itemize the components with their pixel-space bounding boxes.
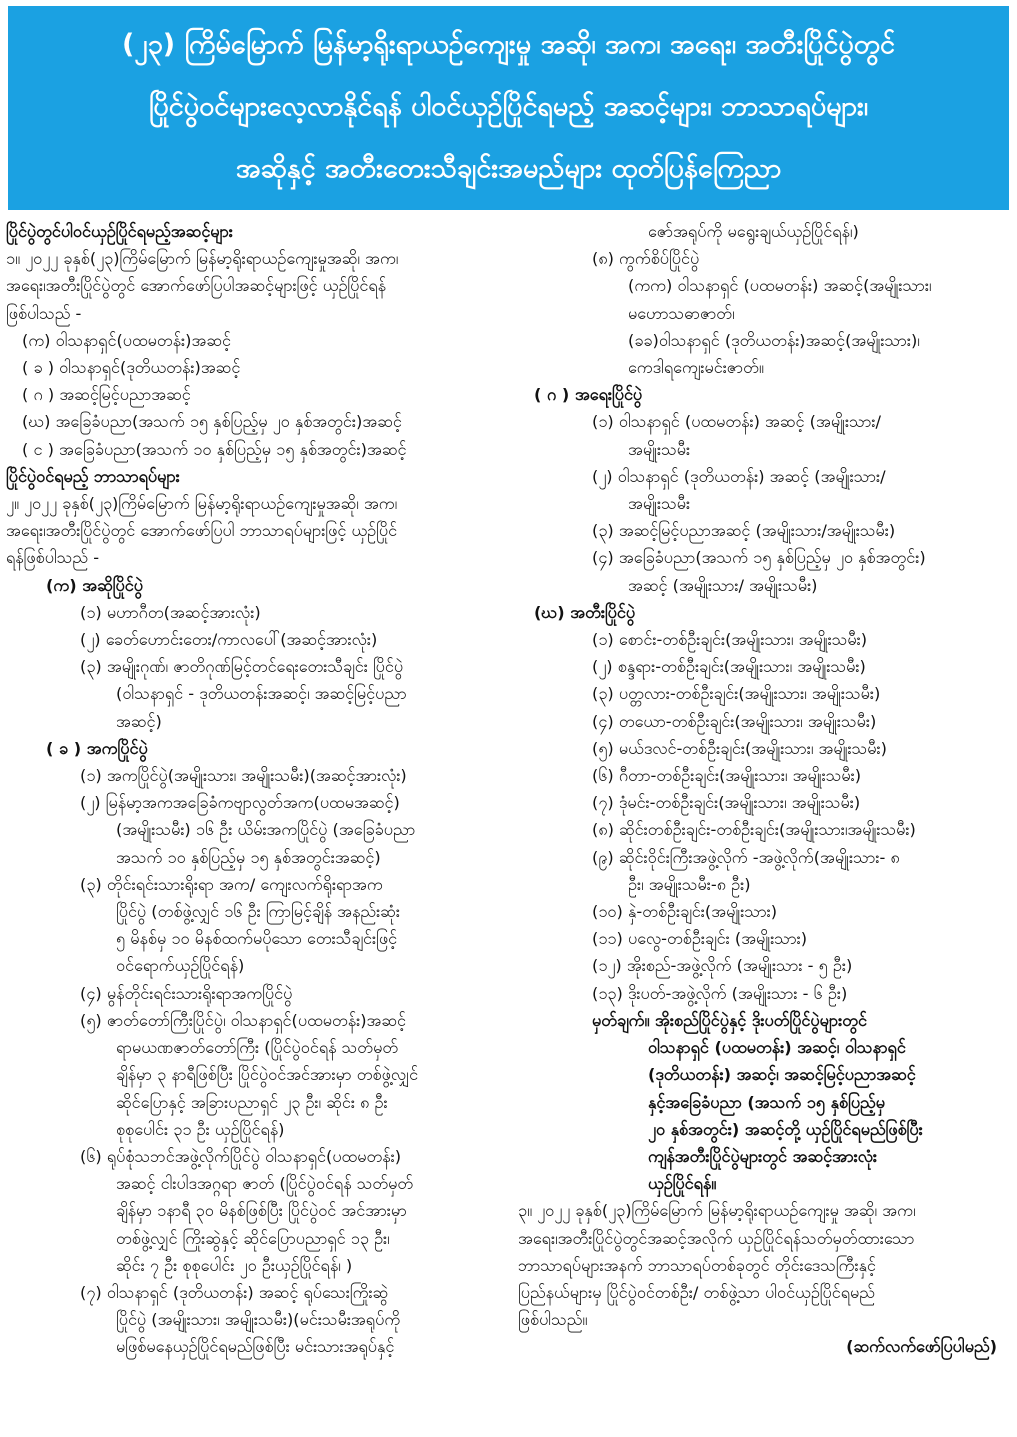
right-text-line: (၂) ဝါသနာရှင် (ဒုတိယတန်း) အဆင့် (အမျိုးသား/ — [592, 466, 886, 486]
left-text-line: ဖြစ်ပါသည် - — [6, 303, 82, 323]
left-text-line: ပြိုင်ပွဲ (တစ်ဖွဲ့လျှင် ၁၆ ဦး ကြာမြင့်ချိန် အနည်းဆုံး — [116, 902, 400, 922]
banner-line-3: အဆိုနှင့် အတီးတေးသီချင်းအမည်များ ထုတ်ပြန်ကြေညာ — [235, 153, 782, 184]
left-text-line: ချိန်မှာ ၁နာရီ ၃၀ မိနစ်ဖြစ်ပြီး ပြိုင်ပွဲဝင် အင်အားမှာ — [116, 1201, 407, 1221]
right-text-line: (၅) မယ်ဒလင်-တစ်ဦးချင်း(အမျိုးသား၊ အမျိုးသမီး) — [592, 738, 887, 758]
right-text-line: အရေး၊အတီးပြိုင်ပွဲတွင်အဆင့်အလိုက် ယှဉ်ပြိုင်ရန်သတ်မှတ်ထားသော — [518, 1228, 915, 1248]
article-body — [6, 218, 1011, 1430]
left-text-line: ရာမယဏဇာတ်တော်ကြီး (ပြိုင်ပွဲဝင်ရန် သတ်မှတ် — [116, 1038, 399, 1058]
left-text-line: (၄) မွန်တိုင်းရင်းသားရိုးရာအကပြိုင်ပွဲ — [80, 983, 293, 1003]
right-text-line: (ဒုတိယတန်း) အဆင့်၊ အဆင့်မြင့်ပညာအဆင့် — [648, 1065, 916, 1085]
left-text-line: ၂။ ၂၀၂၂ ခုနှစ်(၂၃)ကြိမ်မြောက် မြန်မာ့ရိုးရာယဉ်ကျေးမှုအဆို၊ အက၊ — [6, 494, 398, 514]
right-text-line: ယှဉ်ပြိုင်ရန်။ — [648, 1174, 717, 1194]
right-text-line: (၁၁) ပလွေ-တစ်ဦးချင်း (အမျိုးသား) — [592, 929, 808, 949]
left-text-line: (၁) အကပြိုင်ပွဲ(အမျိုးသား၊ အမျိုးသမီး)(အဆင့်အားလုံး) — [80, 766, 407, 786]
right-text-line: မှတ်ချက်။ အိုးစည်ပြိုင်ပွဲနှင့် ဒိုးပတ်ပြိုင်ပွဲများတွင် — [592, 1010, 867, 1030]
left-text-line: အသက် ၁၀ နှစ်ပြည့်မှ ၁၅ နှစ်အတွင်းအဆင့်) — [116, 847, 381, 867]
left-text-line: ၁။ ၂၀၂၂ ခုနှစ်(၂၃)ကြိမ်မြောက် မြန်မာ့ရိုးရာယဉ်ကျေးမှုအဆို၊ အက၊ — [6, 249, 399, 269]
right-text-line: ကျန်အတီးပြိုင်ပွဲများတွင် အဆင့်အားလုံး — [648, 1146, 878, 1166]
left-text-line: ( ခ ) အကပြိုင်ပွဲ — [46, 738, 148, 758]
right-text-line: အမျိုးသမီး — [628, 494, 691, 514]
left-text-line: ( ဂ ) အဆင့်မြင့်ပညာအဆင့် — [22, 385, 191, 405]
left-text-line: စုစုပေါင်း ၃၁ ဦး ယှဉ်ပြိုင်ရန်) — [116, 1119, 285, 1139]
left-text-line: (ဝါသနာရှင် - ဒုတိယတန်းအဆင့်၊ အဆင့်မြင့်ပညာ — [116, 684, 407, 704]
left-text-line: အဆင့်) — [116, 711, 162, 731]
left-text-line: (၃) အမျိုးဂုဏ်၊ ဇာတိဂုဏ်မြင့်တင်ရေးတေးသီချင်း ပြိုင်ပွဲ — [80, 657, 404, 677]
left-text-line: (၁) မဟာဂီတ(အဆင့်အားလုံး) — [80, 602, 261, 622]
left-text-line: ဆိုင်း ၇ ဦး စုစုပေါင်း ၂၀ ဦးယှဉ်ပြိုင်ရန်၊ ) — [116, 1255, 353, 1275]
right-column — [518, 218, 1011, 1361]
right-text-line: (၄) အခြေခံပညာ(အသက် ၁၅ နှစ်ပြည့်မှ ၂၀ နှစ်အတွင်း) — [592, 548, 926, 568]
left-text-line: (က) အဆိုပြိုင်ပွဲ — [46, 575, 143, 595]
right-text-line: ၃။ ၂၀၂၂ ခုနှစ်(၂၃)ကြိမ်မြောက် မြန်မာ့ရိုးရာယဉ်ကျေးမှု အဆို၊ အက၊ — [518, 1201, 916, 1221]
right-text-line: ၂၀ နှစ်အတွင်း) အဆင့်တို့ ယှဉ်ပြိုင်ရမည်ဖြစ်ပြီး — [648, 1119, 923, 1139]
right-text-line: ကေဒါရကျေးမင်းဇာတ်။ — [628, 358, 764, 378]
right-text-line: (၆) ဂီတာ-တစ်ဦးချင်း(အမျိုးသား၊ အမျိုးသမီး) — [592, 766, 862, 786]
left-text-line: (၃) တိုင်းရင်းသားရိုးရာ အက/ ကျေးလက်ရိုးရာအက — [80, 874, 383, 894]
left-text-line: (အမျိုးသမီး) ၁၆ ဦး ယိမ်းအကပြိုင်ပွဲ (အခြေခံပညာ — [116, 820, 416, 840]
right-text-line: (၉) ဆိုင်းဝိုင်းကြီးအဖွဲ့လိုက် -အဖွဲ့လိုက်(အမျိုးသား- ၈ — [592, 847, 900, 867]
right-text-line: (ကက) ဝါသနာရှင် (ပထမတန်း) အဆင့်(အမျိုးသား၊ — [628, 276, 932, 296]
left-text-line: ဝင်ရောက်ယှဉ်ပြိုင်ရန်) — [116, 956, 245, 976]
left-text-line: ချိန်မှာ ၃ နာရီဖြစ်ပြီး ပြိုင်ပွဲဝင်အင်အားမှာ တစ်ဖွဲ့လျှင် — [116, 1065, 419, 1085]
left-text-line: ( ခ ) ဝါသနာရှင်(ဒုတိယတန်း)အဆင့် — [22, 358, 241, 378]
right-text-line: (၁၀) နှဲ-တစ်ဦးချင်း(အမျိုးသား) — [592, 902, 778, 922]
right-text-line: (၇) ဒုံမင်း-တစ်ဦးချင်း(အမျိုးသား၊ အမျိုးသမီး) — [592, 793, 861, 813]
right-text-line: (၃) အဆင့်မြင့်ပညာအဆင့် (အမျိုးသား/အမျိုးသမီး) — [592, 521, 896, 541]
left-text-line: (၂) ခေတ်ဟောင်းတေး/ကာလပေါ်(အဆင့်အားလုံး) — [80, 630, 378, 650]
right-text-line: (၁၂) အိုးစည်-အဖွဲ့လိုက် (အမျိုးသား - ၅ ဦး) — [592, 956, 853, 976]
left-text-line: အဆင့် ငါးပါဒအဂ္ဂရာ ဇာတ် (ပြိုင်ပွဲဝင်ရန် သတ်မှတ် — [116, 1174, 414, 1194]
right-text-line: (၁) ဝါသနာရှင် (ပထမတန်း) အဆင့် (အမျိုးသား/ — [592, 412, 881, 432]
right-text-line: မဟောသဓာဇာတ်၊ — [628, 303, 735, 323]
left-text-line: ပြိုင်ပွဲတွင်ပါဝင်ယှဉ်ပြိုင်ရမည့်အဆင့်များ — [6, 222, 233, 241]
right-text-line: (ဃ) အတီးပြိုင်ပွဲ — [534, 602, 636, 622]
left-text-line: ပြိုင်ပွဲ (အမျိုးသား၊ အမျိုးသမီး)(မင်းသမီးအရုပ်ကို — [116, 1310, 401, 1330]
right-text-line: ဇော်အရုပ်ကို မရွေးချယ်ယှဉ်ပြိုင်ရန်၊) — [648, 222, 859, 241]
left-text-line: ၅ မိနစ်မှ ၁၀ မိနစ်ထက်မပိုသော တေးသီချင်းဖြင့် — [116, 929, 398, 949]
left-text-line: မဖြစ်မနေယှဉ်ပြိုင်ရမည်ဖြစ်ပြီး မင်းသားအရုပ်နှင့် — [116, 1337, 395, 1357]
left-text-line: ( င ) အခြေခံပညာ(အသက် ၁၀ နှစ်ပြည့်မှ ၁၅ နှစ်အတွင်း)အဆင့် — [22, 439, 407, 459]
right-text-line: (ခခ)ဝါသနာရှင် (ဒုတိယတန်း)အဆင့်(အမျိုးသား)၊ — [628, 330, 920, 350]
right-text-line: ဘာသာရပ်များအနက် ဘာသာရပ်တစ်ခုတွင် တိုင်းဒေသကြီးနှင့် — [518, 1255, 876, 1275]
right-text-line: (၁၃) ဒိုးပတ်-အဖွဲ့လိုက် (အမျိုးသား - ၆ ဦး) — [592, 983, 848, 1003]
right-text-line: (၄) တယော-တစ်ဦးချင်း(အမျိုးသား၊ အမျိုးသမီး) — [592, 711, 877, 731]
right-text-line: အမျိုးသမီး — [628, 439, 691, 459]
right-text-line: ဦး၊ အမျိုးသမီး-၈ ဦး) — [628, 874, 751, 894]
right-text-line: ( ဂ ) အရေးပြိုင်ပွဲ — [534, 385, 643, 405]
right-text-line: (ဆက်လက်ဖော်ပြပါမည်) — [846, 1337, 997, 1357]
left-text-line: (၂) မြန်မာ့အကအခြေခံကဗျာလွတ်အက(ပထမအဆင့်) — [80, 793, 400, 813]
title-banner — [8, 6, 1009, 210]
left-text-line: ဆိုင်ပြောနှင့် အခြားပညာရှင် ၂၃ ဦး၊ ဆိုင်း ၈ ဦး — [116, 1092, 388, 1112]
left-text-line: အရေး၊အတီးပြိုင်ပွဲတွင် အောက်ဖော်ပြပါအဆင့်များဖြင့် ယှဉ်ပြိုင်ရန် — [6, 276, 387, 296]
right-text-line: (၈) ဆိုင်းတစ်ဦးချင်း-တစ်ဦးချင်း(အမျိုးသား၊အမျိုးသမီး) — [592, 820, 916, 840]
right-text-line: (၃) ပတ္တလား-တစ်ဦးချင်း(အမျိုးသား၊ အမျိုးသမီး) — [592, 684, 881, 704]
left-text-line: (၇) ဝါသနာရှင် (ဒုတိယတန်း) အဆင့် ရုပ်သေးကြိုးဆွဲ — [80, 1282, 389, 1302]
left-text-line: ရန်ဖြစ်ပါသည် - — [6, 548, 100, 568]
left-text-line: ပြိုင်ပွဲဝင်ရမည့် ဘာသာရပ်များ — [6, 466, 180, 486]
right-text-line: (၈) ကွက်စိပ်ပြိုင်ပွဲ — [592, 249, 700, 269]
banner-line-1: (၂၃) ကြိမ်မြောက် မြန်မာ့ရိုးရာယဉ်ကျေးမှု အဆို၊ အက၊ အရေး၊ အတီးပြိုင်ပွဲတွင် — [121, 29, 896, 60]
left-text-line: (၅) ဇာတ်တော်ကြီးပြိုင်ပွဲ၊ ဝါသနာရှင်(ပထမတန်း)အဆင့် — [80, 1010, 407, 1030]
right-text-line: (၁) စောင်း-တစ်ဦးချင်း(အမျိုးသား၊ အမျိုးသမီး) — [592, 630, 868, 650]
right-text-line: အဆင့် (အမျိုးသား/ အမျိုးသမီး) — [628, 575, 818, 595]
left-text-line: အရေး၊အတီးပြိုင်ပွဲတွင် အောက်ဖော်ပြပါ ဘာသာရပ်များဖြင့် ယှဉ်ပြိုင် — [6, 521, 398, 541]
right-text-line: နှင့်အခြေခံပညာ (အသက် ၁၅ နှစ်ပြည့်မှ — [648, 1092, 885, 1112]
right-text-line: (၂) စန္ဒရား-တစ်ဦးချင်း(အမျိုးသား၊ အမျိုးသမီး) — [592, 657, 866, 677]
left-text-line: (၆) ရုပ်စုံသဘင်အဖွဲ့လိုက်ပြိုင်ပွဲ ဝါသနာရှင်(ပထမတန်း) — [80, 1146, 402, 1166]
right-text-line: ဖြစ်ပါသည်။ — [518, 1310, 588, 1330]
banner-line-2: ပြိုင်ပွဲဝင်များလေ့လာနိုင်ရန် ပါဝင်ယှဉ်ပြိုင်ရမည့် အဆင့်များ၊ ဘာသာရပ်များ၊ — [148, 91, 869, 122]
left-text-line: (က) ဝါသနာရှင်(ပထမတန်း)အဆင့် — [22, 330, 231, 350]
left-text-line: (ဃ) အခြေခံပညာ(အသက် ၁၅ နှစ်ပြည့်မှ ၂၀ နှစ်အတွင်း)အဆင့် — [22, 412, 402, 432]
right-text-line: ဝါသနာရှင် (ပထမတန်း) အဆင့်၊ ဝါသနာရှင် — [648, 1038, 906, 1058]
right-text-line: ပြည်နယ်များမှ ပြိုင်ပွဲဝင်တစ်ဦး/ တစ်ဖွဲ့သာ ပါဝင်ယှဉ်ပြိုင်ရမည် — [518, 1282, 875, 1302]
left-text-line: တစ်ဖွဲ့လျှင် ကြိုးဆွဲနှင့် ဆိုင်ပြောပညာရှင် ၁၃ ဦး၊ — [116, 1228, 390, 1248]
left-column — [6, 218, 504, 1361]
